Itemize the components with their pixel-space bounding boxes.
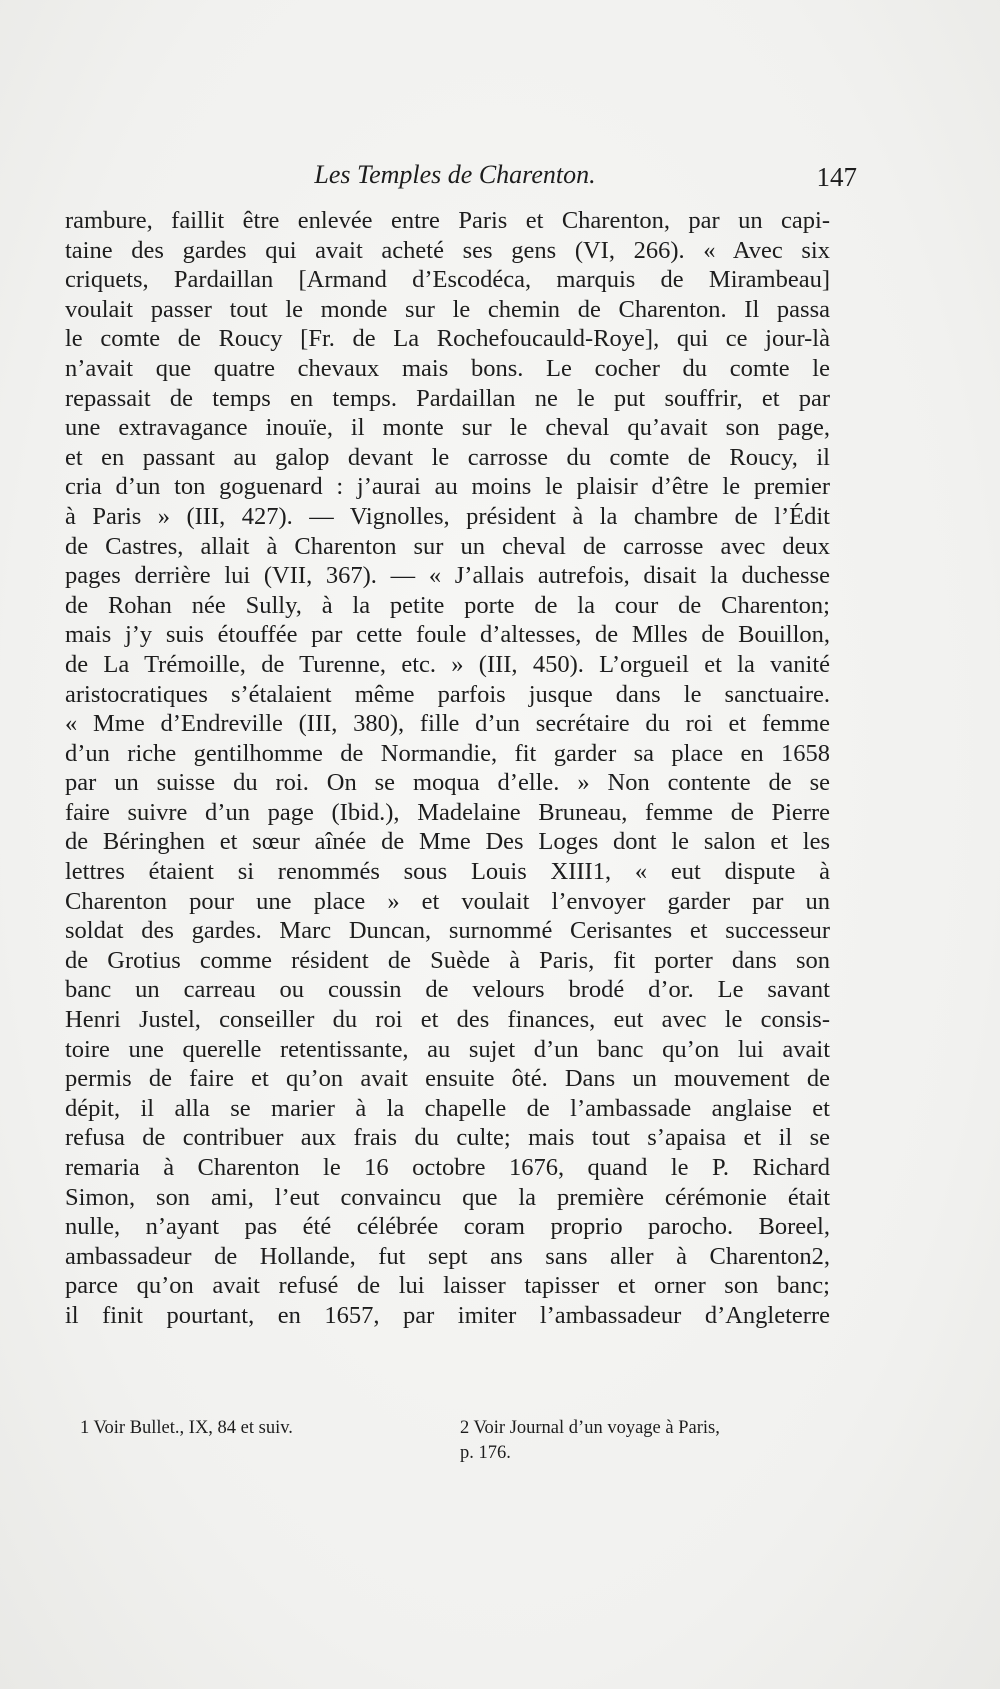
text-line: refusa de contribuer aux frais du culte; mais tout s’apaisa et il se	[65, 1124, 830, 1152]
running-title: Les Temples de Charenton.	[314, 160, 596, 189]
text-line: permis de faire et qu’on avait ensuite ôté. Dans un mouvement de	[65, 1065, 830, 1093]
text-line: Simon, son ami, l’eut convaincu que la première cérémonie était	[65, 1183, 830, 1211]
text-line: lettres étaient si renommés sous Louis XIII1, « eut dispute à	[65, 858, 830, 886]
footnote-2	[460, 1418, 840, 1464]
page-number: 147	[816, 162, 857, 192]
text-line: Charenton pour une place » et voulait l’envoyer garder par un	[65, 887, 830, 915]
text-line: Henri Justel, conseiller du roi et des finances, eut avec le consis-	[65, 1006, 830, 1034]
text-line: ambassadeur de Hollande, fut sept ans sans aller à Charenton2,	[65, 1242, 830, 1270]
text-line: n’avait que quatre chevaux mais bons. Le cocher du comte le	[65, 354, 830, 382]
text-line: parce qu’on avait refusé de lui laisser tapisser et orner son banc;	[65, 1272, 830, 1300]
text-line: faire suivre d’un page (Ibid.), Madelaine Bruneau, femme de Pierre	[65, 798, 830, 826]
footnote-2-line-1: 2 Voir Journal d’un voyage à Paris,	[460, 1418, 720, 1438]
text-line: voulait passer tout le monde sur le chemin de Charenton. Il passa	[65, 295, 830, 323]
text-line: nulle, n’ayant pas été célébrée coram proprio parocho. Boreel,	[65, 1213, 830, 1241]
text-line: il finit pourtant, en 1657, par imiter l’ambassadeur d’Angleterre	[65, 1301, 830, 1329]
text-line: taine des gardes qui avait acheté ses gens (VI, 266). « Avec six	[65, 236, 830, 264]
footnote-1: 1 Voir Bullet., IX, 84 et suiv.	[80, 1418, 293, 1438]
text-line: criquets, Pardaillan [Armand d’Escodéca, marquis de Mirambeau]	[65, 266, 830, 294]
text-line: aristocratiques s’étalaient même parfois jusque dans le sanctuaire.	[65, 680, 830, 708]
text-line: rambure, faillit être enlevée entre Paris et Charenton, par un capi-	[65, 207, 830, 234]
text-line: pages derrière lui (VII, 367). — « J’allais autrefois, disait la duchesse	[65, 562, 830, 590]
text-line: dépit, il alla se marier à la chapelle de l’ambassade anglaise et	[65, 1094, 830, 1122]
text-line: le comte de Roucy [Fr. de La Rochefoucauld-Roye], qui ce jour-là	[65, 325, 830, 353]
text-line: à Paris » (III, 427). — Vignolles, président à la chambre de l’Édit	[65, 502, 830, 530]
text-line: de Béringhen et sœur aînée de Mme Des Loges dont le salon et les	[65, 828, 830, 856]
text-line: toire une querelle retentissante, au sujet d’un banc qu’on lui avait	[65, 1035, 830, 1063]
text-line: de La Trémoille, de Turenne, etc. » (III, 450). L’orgueil et la vanité	[65, 650, 830, 678]
body-text	[65, 206, 830, 1331]
text-line: mais j’y suis étouffée par cette foule d’altesses, de Mlles de Bouillon,	[65, 621, 830, 649]
text-line: remaria à Charenton le 16 octobre 1676, quand le P. Richard	[65, 1154, 830, 1181]
text-line: une extravagance inouïe, il monte sur le cheval qu’avait son page,	[65, 414, 830, 442]
text-line: soldat des gardes. Marc Duncan, surnommé Cerisantes et successeur	[65, 917, 830, 945]
text-line: de Rohan née Sully, à la petite porte de la cour de Charenton;	[65, 591, 830, 619]
text-line: banc un carreau ou coussin de velours brodé d’or. Le savant	[65, 976, 830, 1004]
text-line: et en passant au galop devant le carrosse du comte de Roucy, il	[65, 443, 830, 471]
text-line: par un suisse du roi. On se moqua d’elle. » Non contente de se	[65, 769, 830, 797]
text-line: repassait de temps en temps. Pardaillan ne le put souffrir, et par	[65, 384, 830, 412]
text-line: de Castres, allait à Charenton sur un cheval de carrosse avec deux	[65, 532, 830, 560]
page-header	[65, 160, 857, 196]
text-line: « Mme d’Endreville (III, 380), fille d’un secrétaire du roi et femme	[65, 710, 830, 738]
text-line: cria d’un ton goguenard : j’aurai au moins le plaisir d’être le premier	[65, 473, 830, 501]
text-line: de Grotius comme résident de Suède à Paris, fit porter dans son	[65, 946, 830, 974]
text-line: d’un riche gentilhomme de Normandie, fit garder sa place en 1658	[65, 739, 830, 767]
footnote-2-line-2: p. 176.	[460, 1443, 511, 1463]
